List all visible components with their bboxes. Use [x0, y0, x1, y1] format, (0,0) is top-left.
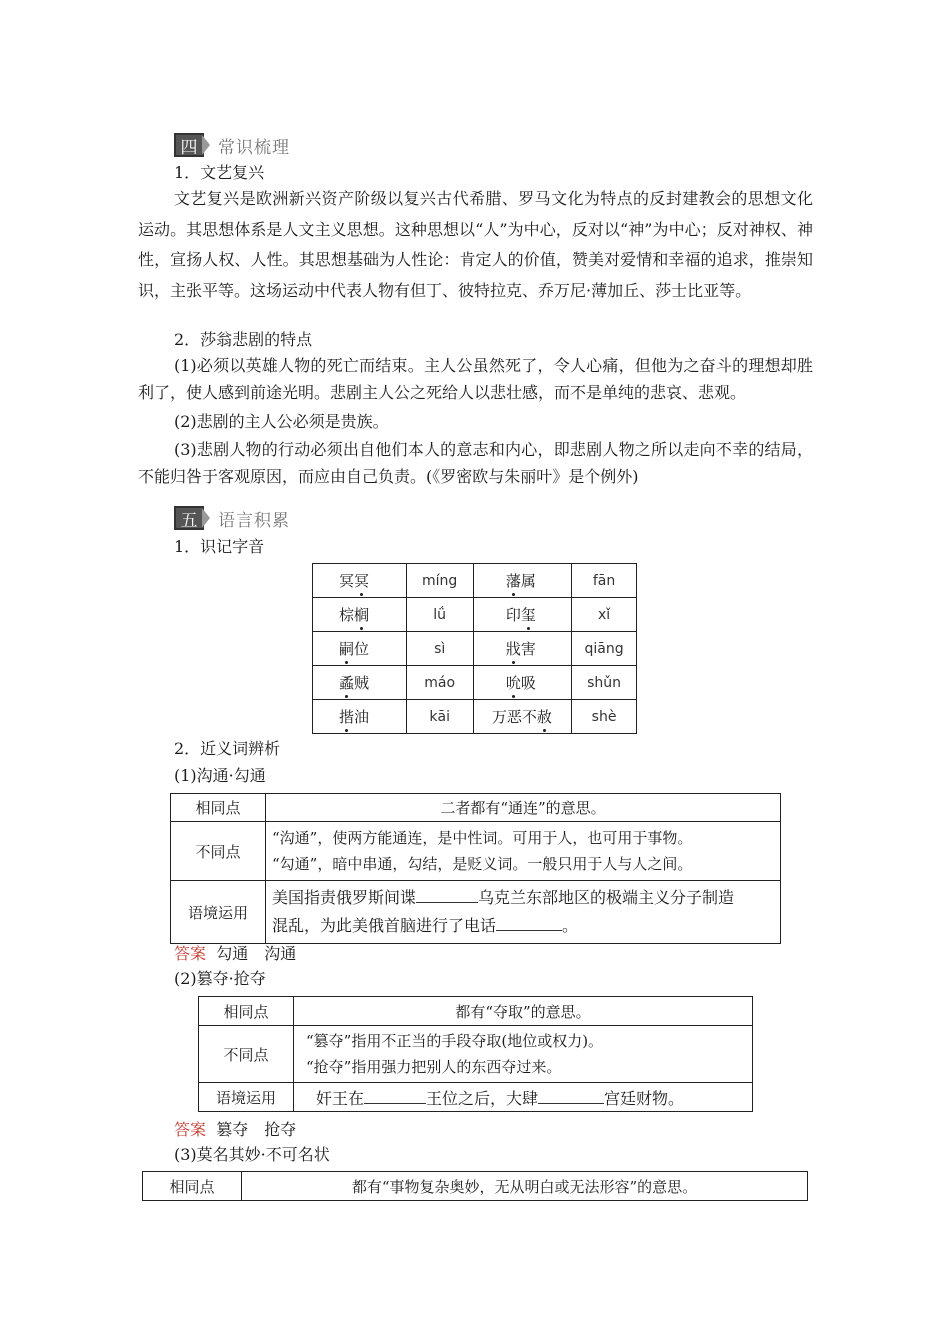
- context-label: 语境运用: [199, 1083, 294, 1112]
- diff-line: “篡夺”指用不正当的手段夺取(地位或权力)。: [306, 1032, 604, 1050]
- section-badge: 五: [174, 506, 204, 530]
- context-label: 语境运用: [171, 881, 266, 944]
- synonym-table-2: [198, 996, 753, 1112]
- item-heading: 2．近义词辨析: [174, 739, 281, 758]
- same-cell: 都有“事物复杂奥妙，无从明白或无法形容”的意思。: [242, 1172, 808, 1201]
- paragraph-tragedy-1: (1)必须以英雄人物的死亡而结束。主人公虽然死了，令人心痛，但他为之奋斗的理想却胜利了，使人感到前途光明。悲剧主人公之死给人以悲壮感，而不是单纯的悲哀、悲观。: [138, 356, 813, 402]
- same-cell: 二者都有“通连”的意思。: [266, 794, 781, 822]
- pinyin-cell: míng: [406, 564, 473, 598]
- table-row: [143, 1172, 808, 1201]
- synonym-title: (1)沟通·勾通: [174, 766, 266, 785]
- word-cell: 嗣位: [313, 632, 407, 666]
- answer-blank[interactable]: [364, 1089, 426, 1104]
- diff-cell: [266, 822, 781, 881]
- table-row: [199, 1083, 753, 1112]
- item-heading: 1．识记字音: [174, 537, 265, 556]
- paragraph-tragedy-2: (2)悲剧的主人公必须是贵族。: [174, 412, 389, 431]
- word-cell: 蟊贼: [313, 666, 407, 700]
- table-row: [313, 598, 637, 632]
- context-text: 美国指责俄罗斯间谍: [272, 888, 417, 907]
- answer-text: 篡夺 抢夺: [216, 1120, 297, 1139]
- pinyin-cell: xǐ: [572, 598, 637, 632]
- section-title: 语言积累: [218, 510, 290, 531]
- word-cell: 印玺: [473, 598, 571, 632]
- context-text: 宫廷财物。: [604, 1088, 685, 1108]
- answer-blank[interactable]: [538, 1089, 604, 1104]
- same-cell: 都有“夺取”的意思。: [294, 997, 753, 1026]
- section-header-4: [174, 132, 290, 158]
- pinyin-cell: máo: [406, 666, 473, 700]
- pinyin-cell: lǘ: [406, 598, 473, 632]
- table-row: [171, 794, 781, 822]
- word-cell: 戕害: [473, 632, 571, 666]
- section-badge: 四: [174, 133, 204, 157]
- context-text: 奸王在: [316, 1088, 365, 1108]
- diff-line: “抢夺”指用强力把别人的东西夺过来。: [306, 1058, 562, 1076]
- diff-line: “沟通”，使两方能通连，是中性词。可用于人，也可用于事物。: [272, 829, 693, 847]
- word-cell: 吮吸: [473, 666, 571, 700]
- word-cell: 万恶不赦: [473, 700, 571, 734]
- table-row: [313, 632, 637, 666]
- section-title: 常识梳理: [218, 137, 290, 158]
- paragraph-renaissance: 文艺复兴是欧洲新兴资产阶级以复兴古代希腊、罗马文化为特点的反封建教会的思想文化运动。其思想体系是人文主义思想。这种思想以“人”为中心，反对以“神”为中心；反对神权、神性，宣扬人权、人性。其思想基础为人性论：肯定人的价值，赞美对爱情和幸福的追求，推崇知识，主张平等。这场运动中代表人物有但丁、彼特拉克、乔万尼·薄加丘、莎士比亚等。: [138, 189, 813, 300]
- answer-line: [174, 941, 296, 964]
- table-row: [313, 666, 637, 700]
- context-cell: [294, 1083, 753, 1112]
- word-cell: 揩油: [313, 700, 407, 734]
- same-label: 相同点: [171, 794, 266, 822]
- section-header-5: [174, 505, 290, 531]
- table-row: [171, 881, 781, 944]
- context-text: 混乱，为此美俄首脑进行了电话: [272, 916, 497, 935]
- context-text: 王位之后，大肆: [426, 1088, 539, 1108]
- pinyin-cell: shǔn: [572, 666, 637, 700]
- word-cell: 棕榈: [313, 598, 407, 632]
- synonym-title: (3)莫名其妙·不可名状: [174, 1145, 330, 1164]
- pinyin-cell: qiāng: [572, 632, 637, 666]
- synonym-table-3: [142, 1171, 808, 1201]
- same-label: 相同点: [199, 997, 294, 1026]
- item-heading: 2．莎翁悲剧的特点: [174, 330, 313, 349]
- paragraph-tragedy-3: (3)悲剧人物的行动必须出自他们本人的意志和内心，即悲剧人物之所以走向不幸的结局，不能归咎于客观原因，而应由自己负责。(《罗密欧与朱丽叶》是个例外): [138, 440, 813, 486]
- context-text: 。: [562, 916, 579, 935]
- pinyin-cell: shè: [572, 700, 637, 734]
- table-row: [199, 997, 753, 1026]
- table-row: [313, 700, 637, 734]
- diff-label: 不同点: [171, 822, 266, 881]
- answer-label: 答案: [174, 944, 207, 963]
- context-cell: [266, 881, 781, 944]
- diff-cell: [294, 1026, 753, 1083]
- diff-line: “勾通”，暗中串通，勾结，是贬义词。一般只用于人与人之间。: [272, 855, 693, 873]
- item-heading: 1．文艺复兴: [174, 163, 265, 182]
- pinyin-cell: kāi: [406, 700, 473, 734]
- pinyin-cell: sì: [406, 632, 473, 666]
- synonym-table-1: [170, 793, 781, 944]
- answer-text: 勾通 沟通: [216, 944, 297, 963]
- diff-label: 不同点: [199, 1026, 294, 1083]
- table-row: [313, 564, 637, 598]
- word-cell: 冥冥: [313, 564, 407, 598]
- word-cell: 藩属: [473, 564, 571, 598]
- answer-label: 答案: [174, 1120, 207, 1139]
- same-label: 相同点: [143, 1172, 242, 1201]
- pinyin-cell: fān: [572, 564, 637, 598]
- synonym-title: (2)篡夺·抢夺: [174, 969, 266, 988]
- table-row: [199, 1026, 753, 1083]
- table-row: [171, 822, 781, 881]
- pronunciation-table: [312, 563, 637, 734]
- answer-line: [174, 1117, 296, 1140]
- answer-blank[interactable]: [496, 916, 562, 931]
- context-text: 乌克兰东部地区的极端主义分子制造: [478, 888, 735, 907]
- answer-blank[interactable]: [416, 888, 478, 903]
